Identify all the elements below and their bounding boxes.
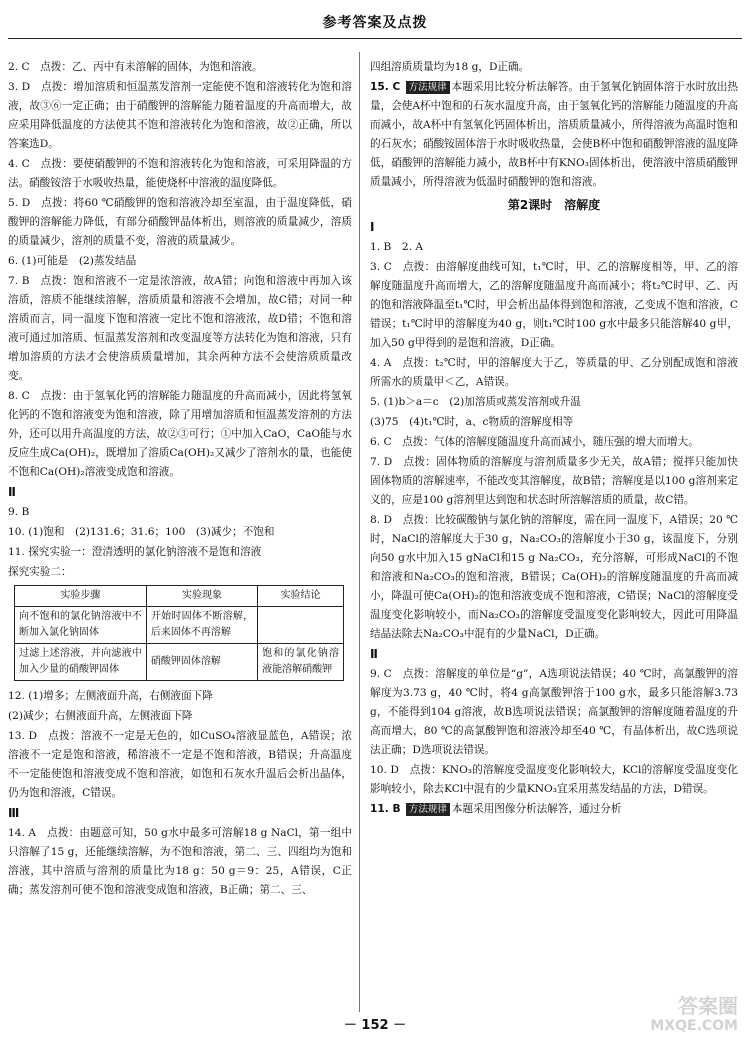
answer-5-part2: (3)75 (4)t₁℃时，a、c物质的溶解度相等: [370, 416, 574, 428]
table-cell: 饱和的氯化钠溶液能溶解硝酸钾: [258, 644, 344, 681]
answer-12-part2: (2)减少；右侧液面升高，左侧液面下降: [8, 710, 193, 722]
answer-2: 2. C 点拨：乙、丙中有未溶解的固体，为饱和溶液。: [8, 61, 263, 73]
answer-11-part1: 11. 探究实验一：澄清透明的氯化钠溶液不是饱和溶液: [8, 546, 262, 558]
answer-10: 10. (1)饱和 (2)131.6；31.6；100 (3)减少；不饱和: [8, 526, 275, 538]
table-cell: [258, 607, 344, 644]
method-tag: 方法规律: [406, 81, 450, 94]
answer-11-number: 11. B: [370, 803, 401, 815]
table-header-cell: 实验结论: [258, 586, 344, 607]
table-cell: 过滤上述溶液，并向滤液中加入少量的硝酸钾固体: [15, 644, 147, 681]
answer-12-part1: 12. (1)增多；左侧液面升高，右侧液面下降: [8, 690, 213, 702]
header-rule: [8, 38, 742, 39]
answer-8: 8. D 点拨：比较碳酸钠与氯化钠的溶解度，需在同一温度下，A错误；20 ℃时，NaCl的溶解度大于30 g，Na₂CO₃的溶解度小于30 g，该温度下，分别向50 g水中加入15 gNaCl和15 g Na₂CO₃，充分溶解，可形成NaCl的不饱和溶液和Na₂CO₃的饱和溶液，B错误；Ca(OH)₂的溶解度随温度的升高而减小，降温可使Ca(OH)₂的饱和溶液变成不饱和溶液，C错误；NaCl的溶解度受温度变化影响较小，而Na₂CO₃的溶解度受温度变化影响较大，因此可用降温结晶法除去Na₂CO₃中混有的少量NaCl，D正确。: [370, 514, 738, 640]
answer-7: 7. B 点拨：饱和溶液不一定是浓溶液，故A错；向饱和溶液中再加入该溶质，溶质不能继续溶解，溶质质量和溶液不会增加，故C错；对同一种溶质而言，同一温度下饱和溶液一定比不饱和溶液浓，故D错；不饱和溶液可通过加溶质、恒温蒸发溶剂和改变温度等方法转化为饱和溶液，只有增加溶质的方法才会使溶质质量增加，其余两种方法不会使溶质质量改变。: [8, 275, 352, 382]
right-column: [370, 58, 738, 820]
page-number: － 152 －: [343, 1018, 407, 1033]
answer-1-2: 1. B 2. A: [370, 241, 423, 253]
answer-14: 14. A 点拨：由题意可知，50 g水中最多可溶解18 g NaCl，第一组中只溶解了15 g，还能继续溶解，为不饱和溶液，第二、三、四组均为饱和溶液，其中溶质与溶剂的质量比为18 g：50 g＝9：25，A错误，C正确；蒸发溶剂可使不饱和溶液变成饱和溶液，B正确；第二、三、: [8, 827, 352, 896]
answer-5-part1: 5. (1)b＞a＝c (2)加溶质或蒸发溶剂或升温: [370, 396, 581, 408]
table-header-cell: 实验步骤: [15, 586, 147, 607]
section-mark-3: Ⅲ: [8, 806, 20, 820]
section-mark-2: Ⅱ: [8, 485, 16, 499]
table-row: [15, 607, 344, 644]
table-header-row: [15, 586, 344, 607]
header-title: 参考答案及点拨: [322, 15, 428, 31]
answer-9: 9. C 点拨：溶解度的单位是“g”，A选项说法错误；40 ℃时，高氯酸钾的溶解度为3.73 g，40 ℃时，将4 g高氯酸钾溶于100 g水，最多只能溶解3.73 g，不能得到104 g溶液，故B选项说法错误；高氯酸钾的溶解度随着温度的升高而增大，80 ℃的高氯酸钾饱和溶液冷却至40 ℃，有晶体析出，故C选项说法正确；D选项说法错误。: [370, 668, 738, 756]
experiment-table: [14, 585, 344, 681]
answer-11-text: 本题采用图像分析法解答，通过分析: [451, 803, 622, 815]
table-header-cell: 实验现象: [146, 586, 257, 607]
answer-3: 3. C 点拨：由溶解度曲线可知，t₁℃时，甲、乙的溶解度相等，甲、乙的溶解度随温度升高而增大，乙的溶解度随温度升高而减小；将t₂℃时甲、乙、丙的饱和溶液降温至t₁℃时，甲会析出晶体得到饱和溶液，乙变成不饱和溶液，C错误；t₁℃时甲的溶解度为40 g，则t₁℃时100 g水中最多只能溶解40 g甲，加入50 g甲得到的是饱和溶液，D正确。: [370, 261, 738, 349]
answer-13: 13. D 点拨：溶液不一定是无色的，如CuSO₄溶液显蓝色，A错误；浓溶液不一定是饱和溶液，稀溶液不一定是不饱和溶液，B错误；升高温度不一定能使饱和溶液变成不饱和溶液，如饱和石灰水升温后会析出晶体，仍为饱和溶液，C错误。: [8, 730, 352, 799]
answer-9: 9. B: [8, 506, 30, 518]
lesson-title: 第2课时 溶解度: [507, 198, 601, 212]
answer-8: 8. C 点拨：由于氢氧化钙的溶解能力随温度的升高而减小，因此将氢氧化钙的不饱和溶液变为饱和溶液，除了用增加溶质和恒温蒸发溶剂的方法外，还可以用升高温度的方法，故②③可行；①中加入CaO，CaO能与水反应生成Ca(OH)₂，既增加了溶质Ca(OH)₂又减少了溶剂水的量，也能使不饱和Ca(OH)₂溶液变成饱和溶液。: [8, 390, 352, 478]
table-row: [15, 644, 344, 681]
method-tag: 方法规律: [406, 803, 450, 816]
answer-5: 5. D 点拨：将60 ℃硝酸钾的饱和溶液冷却至室温，由于温度降低，硝酸钾的溶解能力降低，有部分硝酸钾晶体析出，则溶液的质量减少，溶质的质量减少，溶剂的质量不变，溶液的质量减少。: [8, 197, 352, 247]
column-divider: [359, 52, 360, 1012]
answer-14-continued: 四组溶质质量均为18 g，D正确。: [370, 61, 530, 73]
table-cell: 开始时固体不断溶解，后来固体不再溶解: [146, 607, 257, 644]
answer-3: 3. D 点拨：增加溶质和恒温蒸发溶剂一定能使不饱和溶液转化为饱和溶液，故③⑥一定正确；由于硝酸钾的溶解能力随着温度的升高而增大，故应采用降低温度的方法使其不饱和溶液转化为饱和溶液，故②正确，所以答案选D。: [8, 81, 352, 150]
answer-11-part2: 探究实验二：: [8, 566, 72, 578]
left-column: [8, 58, 352, 901]
answer-10: 10. D 点拨：KNO₃的溶解度受温度变化影响较大，KCl的溶解度受温度变化影响较小，除去KCl中混有的少量KNO₃宜采用蒸发结晶的方法，D错误。: [370, 764, 738, 795]
answer-15: [370, 78, 738, 192]
answer-15-number: 15. C: [370, 81, 401, 93]
page-header: [0, 0, 750, 44]
answer-15-text: 本题采用比较分析法解答。由于氢氧化钠固体溶于水时放出热量，会使A杯中饱和的石灰水温度升高，由于氢氧化钙的溶解能力随温度的升高而减小，故A杯中有氢氧化钙固体析出，溶质质量减小，所得溶液为高温时饱和的石灰水；硝酸铵固体溶于水时吸收热量，会使B杯中饱和硝酸钾溶液的温度降低，硝酸钾的溶解能力减小，故B杯中有KNO₃固体析出，使溶液中溶质硝酸钾质量减小，所得溶液为低温时硝酸钾的饱和溶液。: [370, 81, 739, 188]
section-mark-1: Ⅰ: [370, 220, 375, 234]
watermark-line1: 答案圈: [678, 994, 738, 1018]
watermark-line2: MXQE.COM: [650, 1018, 738, 1034]
watermark-logo: [650, 996, 738, 1036]
answer-6: 6. C 点拨：气体的溶解度随温度升高而减小，随压强的增大而增大。: [370, 436, 699, 448]
answer-4: 4. A 点拨：t₂℃时，甲的溶解度大于乙，等质量的甲、乙分别配成饱和溶液所需水的质量甲＜乙，A错误。: [370, 357, 738, 388]
answer-4: 4. C 点拨：要使硝酸钾的不饱和溶液转化为饱和溶液，可采用降温的方法。硝酸铵溶于水吸收热量，能使烧杯中溶液的温度降低。: [8, 158, 352, 189]
table-cell: 向不饱和的氯化钠溶液中不断加入氯化钠固体: [15, 607, 147, 644]
section-mark-2: Ⅱ: [370, 647, 378, 661]
answer-11: [370, 800, 738, 819]
answer-6: 6. (1)可能是 (2)蒸发结晶: [8, 255, 137, 267]
table-cell: 硝酸钾固体溶解: [146, 644, 257, 681]
answer-7: 7. D 点拨：固体物质的溶解度与溶剂质量多少无关，故A错；搅拌只能加快固体物质的溶解速率，不能改变其溶解度，故B错；溶解度是以100 g溶剂来定义的，应是100 g溶剂里达到饱和状态时所溶解溶质的质量，故C错。: [370, 456, 738, 506]
